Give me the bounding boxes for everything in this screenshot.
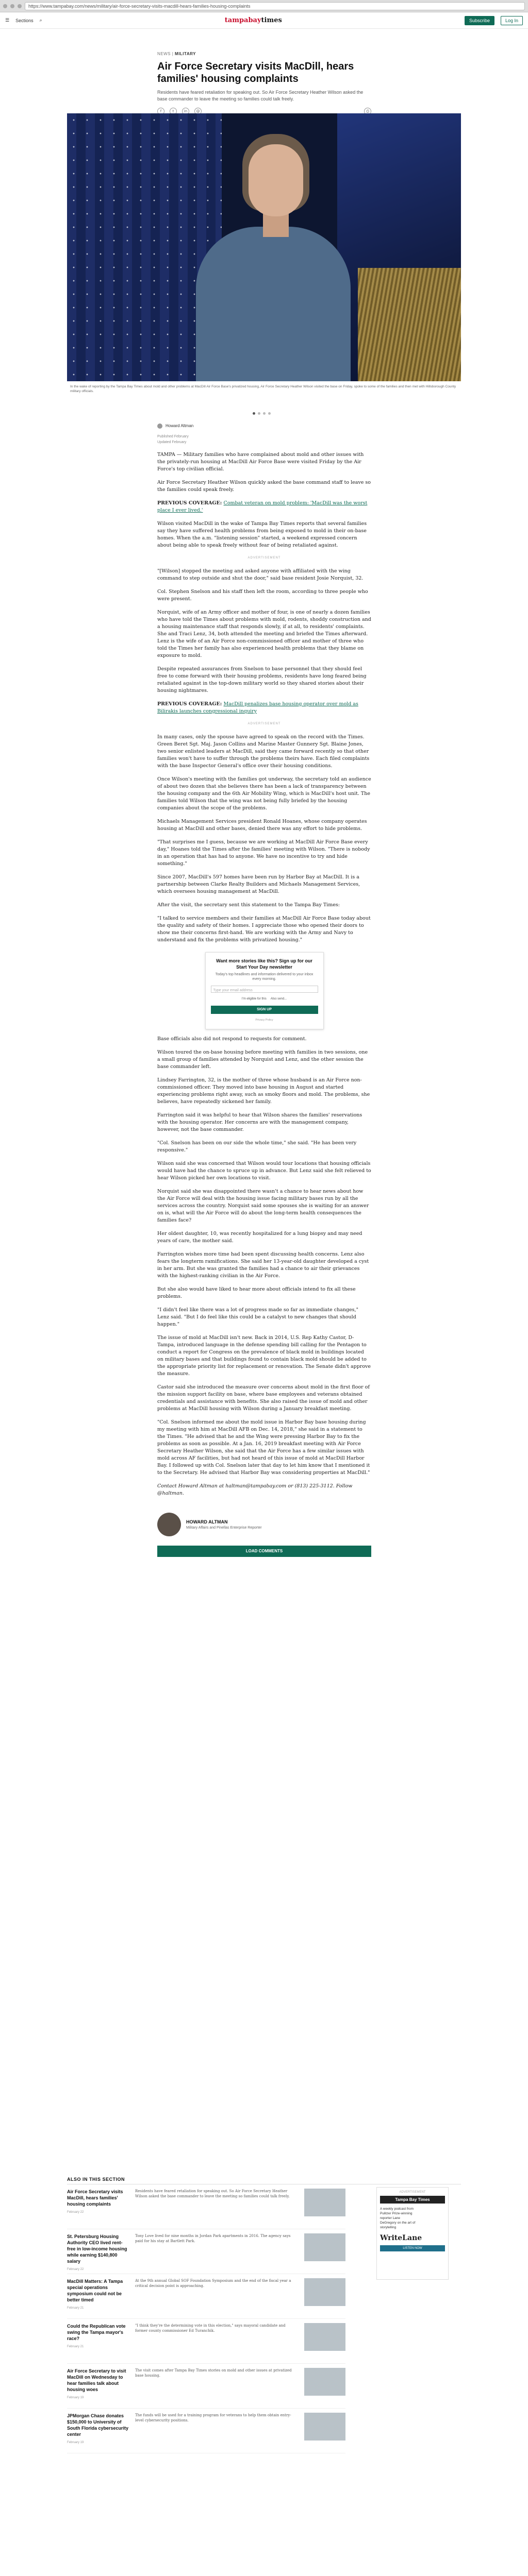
privacy-link[interactable]: Privacy Policy	[255, 1019, 273, 1022]
paragraph: Her oldest daughter, 10, was recently hospitalized for a lung biopsy and may need years of care, the mother said.	[157, 1231, 362, 1244]
updated-time: Updated February	[157, 440, 187, 444]
related-date: February 22	[67, 2211, 84, 2214]
paragraph: "That surprises me I guess, because we are working at MacDill Air Force Base every day," Hoanes told the Times after the families' meeting with Wilson. "There is nobody in an operation that has had to anyone. We have no incentive to try and hide something."	[157, 839, 370, 867]
related-item[interactable]	[67, 2319, 345, 2364]
related-thumbnail[interactable]	[304, 2278, 345, 2306]
newsletter-checkbox[interactable]: Also send...	[270, 997, 287, 1001]
ad-title: WriteLane	[380, 2234, 422, 2242]
timestamps	[157, 434, 371, 445]
flag-image-right	[337, 113, 461, 381]
ad-slug: ADVERTISEMENT	[248, 556, 281, 560]
author-box	[157, 1513, 371, 1536]
paragraph: Air Force Secretary Heather Wilson quickly asked the base command staff to leave so the families could speak freely.	[157, 480, 371, 493]
ad-label: ADVERTISEMENT	[399, 2191, 426, 2194]
photo-subject	[196, 124, 351, 381]
related-title[interactable]: JPMorgan Chase donates $150,000 to University of South Florida cybersecurity center	[67, 2413, 129, 2437]
published-time: Published February	[157, 435, 189, 438]
nav-sections[interactable]: Sections	[15, 18, 34, 23]
gallery-dot[interactable]	[263, 412, 266, 415]
paragraph: Despite repeated assurances from Snelson to base personnel that they should feel free to come forward with their housing problems, residents have long feared being retaliated against in the top-down military world so they shared stories about their housing nightmares.	[157, 666, 367, 693]
related-summary: "I think they're the determining vote in this election," says mayoral candidate and former county commissioner Ed Turanchik.	[135, 2324, 286, 2333]
site-logo[interactable]: tampabaytimes	[224, 16, 282, 24]
email-icon[interactable]: @	[194, 108, 202, 115]
author-role: Military Affairs and Pinellas Enterprise Reporter	[186, 1526, 262, 1530]
print-icon[interactable]: ⎙	[364, 108, 371, 115]
ad-listen-button[interactable]: LISTEN NOW	[380, 2245, 445, 2251]
article-header	[157, 52, 371, 115]
breadcrumb: NEWS | MILITARY	[157, 52, 196, 56]
related-date: February 22	[67, 2268, 84, 2271]
paragraph: Once Wilson's meeting with the families got underway, the secretary told an audience of about two dozen that she believes there has been a lack of transparency between the housing company and the 6th Air Mobility Wing, which is MacDill's host unit. The families told Wilson that the wing was not being fully briefed by the housing companies about the scope of the problems.	[157, 776, 371, 811]
paragraph: "[Wilson] stopped the meeting and asked anyone with affiliated with the wing command to step outside and shut the door," said base resident Josie Norquist, 32.	[157, 568, 364, 581]
load-comments-button[interactable]: LOAD COMMENTS	[157, 1546, 371, 1557]
author-avatar	[157, 423, 162, 429]
paragraph: The issue of mold at MacDill isn't new. Back in 2014, U.S. Rep Kathy Castor, D-Tampa, introduced language in the defense spending bill calling for the Pentagon to conduct a report for Congress on the prevalence of black mold in buildings located on military bases and that buildings found to contain black mold should be added to the appropriate priority list for replacement or renovation. The Senate didn't approve the measure.	[157, 1335, 371, 1377]
related-thumbnail[interactable]	[304, 2233, 345, 2261]
newsletter-options	[211, 995, 318, 1003]
lead-photo[interactable]	[67, 113, 461, 381]
related-thumbnail[interactable]	[304, 2323, 345, 2351]
breadcrumb-news[interactable]: NEWS	[157, 52, 171, 56]
paragraph: "I talked to service members and their families at MacDill Air Force Base today about the quality and safety of their homes. I appreciate those who opened their doors to show me their concerns first-hand. We are working with the Army and Navy to understand and fix the problems with privatized housing."	[157, 916, 371, 943]
related-item[interactable]	[67, 2274, 345, 2319]
breadcrumb-military[interactable]: MILITARY	[175, 52, 196, 56]
sidebar-ad[interactable]	[376, 2187, 449, 2280]
gallery-dot[interactable]	[258, 412, 260, 415]
menu-icon[interactable]: ☰	[5, 18, 10, 23]
related-title[interactable]: Could the Republican vote swing the Tampa mayor's race?	[67, 2324, 126, 2341]
previous-coverage-link[interactable]: Combat veteran on mold problem: 'MacDill was the worst place I ever lived.'	[157, 500, 368, 513]
related-item[interactable]	[67, 2184, 345, 2229]
newsletter-email-input[interactable]: Type your email address	[211, 986, 318, 993]
related-date: February 21	[67, 2345, 84, 2348]
paragraph: Lindsey Farrington, 32, is the mother of three whose husband is an Air Force non-commissioned officer. They moved into base housing in August and started experiencing problems right away, such as smoky floors and mold. The problems, she believes, have repeatedly sickened her family.	[157, 1077, 370, 1105]
related-thumbnail[interactable]	[304, 2368, 345, 2396]
site-header	[0, 12, 528, 29]
paragraph: TAMPA — Military families who have complained about mold and other issues with the privately-run housing at MacDill Air Force Base were visited Friday by the Air Force's top civilian official.	[157, 452, 364, 472]
subscribe-button[interactable]: Subscribe	[465, 16, 494, 25]
paragraph: Michaels Management Services president Ronald Hoanes, whose company operates housing at MacDill and other bases, denied there was any effort to hide problems.	[157, 819, 367, 832]
browser-toolbar	[0, 0, 528, 12]
paragraph: Wilson toured the on-base housing before meeting with families in two sessions, one a small group of families attended by Norquist and Lenz, and the other session the base commander left.	[157, 1049, 368, 1070]
search-icon[interactable]: ⌕	[39, 18, 42, 23]
paragraph: Castor said she introduced the measure over concerns about mold in the first floor of the mission support facility on base, where base employees and veterans obtained credentials and assistance with benefits. She also raised the issue of mold and other problems at MacDill housing with Wilson during a January breakfast meeting.	[157, 1384, 370, 1412]
article-dek: Residents have feared retaliation for speaking out. So Air Force Secretary Heather Wilson asked the base commander to leave the meeting so families could talk freely.	[157, 90, 364, 101]
related-title[interactable]: Air Force Secretary to visit MacDill on Wednesday to hear families talk about housing woes	[67, 2368, 126, 2392]
related-item[interactable]	[67, 2364, 345, 2409]
paragraph: Since 2007, MacDill's 597 homes have been run by Harbor Bay at MacDill. It is a partnership between Clarke Realty Builders and Michaels Management Services, which oversees housing management at MacDill.	[157, 874, 360, 894]
related-heading: ALSO IN THIS SECTION	[67, 2177, 461, 2184]
byline-name[interactable]: Howard Altman	[166, 423, 194, 428]
related-date: February 19	[67, 2396, 84, 2399]
newsletter-desc: Today's top headlines and information delivered to your inbox every morning.	[215, 973, 314, 981]
paragraph: In many cases, only the spouse have agreed to speak on the record with the Times. Green Beret Sgt. Maj. Jason Collins and Marine Master Gunnery Sgt. Blaine Jones, two senior enlisted leaders at MacDill, said they came forward recently so that other families won't have to suffer through the problems theirs have. Each filed complaints with the base Inspector General's office over their housing conditions.	[157, 734, 370, 769]
previous-coverage-link[interactable]: MacDill penalizes base housing operator over mold as Bilirakis launches congressional inquiry	[157, 701, 358, 714]
byline	[157, 422, 371, 430]
article-body	[157, 422, 371, 1557]
contact-line: Contact Howard Altman at haltman@tampabay.com or (813) 225-3112. Follow @haltman.	[157, 1483, 353, 1496]
paragraph: Wilson visited MacDill in the wake of Tampa Bay Times reports that several families say they have suffered health problems from being exposed to mold in their on-base homes. When the a.m. "listening session" started, a weekend expressed concern about being able to speak freely without fear of being retaliated against.	[157, 521, 367, 548]
related-thumbnail[interactable]	[304, 2413, 345, 2441]
author-photo	[157, 1513, 181, 1536]
related-summary: Residents have feared retaliation for speaking out. So Air Force Secretary Heather Wilson asked the base commander to leave the meeting so families could talk freely.	[135, 2189, 290, 2198]
linkedin-icon[interactable]: in	[182, 108, 189, 115]
paragraph: Farrington wishes more time had been spent discussing health concerns. Lenz also fears the longterm ramifications. She said her 13-year-old daughter developed a cyst in her arm. But she was granted the families had a chance to air their grievances with the highest-ranking civilian in the Air Force.	[157, 1251, 369, 1279]
paragraph: Col. Stephen Snelson and his staff then left the room, according to three people who were present.	[157, 589, 368, 602]
related-item[interactable]	[67, 2229, 345, 2274]
related-summary: At the 9th annual Global SOF Foundation Symposium and the end of the fiscal year a critical decision point is approaching.	[135, 2279, 291, 2288]
gallery-dot[interactable]	[253, 412, 255, 415]
related-title[interactable]: MacDill Matters: A Tampa special operations symposium could not be better timed	[67, 2279, 123, 2302]
twitter-icon[interactable]: t	[170, 108, 177, 115]
paragraph: "Col. Snelson has been on our side the whole time," she said. "He has been very responsive."	[157, 1140, 357, 1153]
paragraph: After the visit, the secretary sent this statement to the Tampa Bay Times:	[157, 902, 340, 908]
newsletter-title: Want more stories like this? Sign up for our Start Your Day newsletter	[216, 958, 312, 970]
paragraph: But she also would have liked to hear more about officials intend to fix all these problems.	[157, 1286, 356, 1299]
gallery-dot[interactable]	[268, 412, 271, 415]
article-headline: Air Force Secretary visits MacDill, hears families' housing complaints	[157, 61, 354, 84]
paragraph: "Col. Snelson informed me about the mold issue in Harbor Bay base housing during my meeting with him at MacDill AFB on Dec. 14, 2018," she said in a statement to the Times. "He advised that he and the Wing were pressing Harbor Bay to fix the problems as soon as possible. At a Jan. 16, 2019 breakfast meeting with Air Force Secretary Heather Wilson, she said that the Air Force has a few similar issues with mold across AF facilities, but had not heard of this issue of mold at MacDill Harbor Bay. I followed up with Col. Snelson later that day to let him know that I mentioned it to the Secretary. He advised that Harbor Bay was considering properties at MacDill."	[157, 1419, 370, 1476]
forward-icon[interactable]	[10, 4, 14, 8]
gallery-dots	[253, 412, 271, 415]
paragraph: Base officials also did not respond to requests for comment.	[157, 1036, 307, 1042]
related-summary: The visit comes after Tampa Bay Times stories on mold and other issues at privatized base housing.	[135, 2368, 292, 2378]
paragraph: Norquist, wife of an Army officer and mother of four, is one of nearly a dozen families who have told the Times about problems with mold, rodents, shoddy construction and a housing maintenance staff that responds slowly, if at all, to residents' complaints. She and Traci Lenz, 34, both attended the meeting and briefed the Times afterward. Lenz is the wife of an Air Force non-commissioned officer and mother of three who told the Times her family has also experienced health problems that they blame on exposure to mold.	[157, 609, 371, 658]
author-name[interactable]: HOWARD ALTMAN	[186, 1519, 228, 1524]
related-title[interactable]: Air Force Secretary visits MacDill, hears families' housing complaints	[67, 2189, 123, 2207]
related-date: February 19	[67, 2441, 84, 2444]
photo-caption: In the wake of reporting by the Tampa Bay Times about mold and other problems at MacDill Air Force Base's privatized housing, Air Force Secretary Heather Wilson visited the base on Friday, spoke to some of the families and then met with Hillsborough County military officials.	[70, 385, 456, 393]
newsletter-signup-button[interactable]: SIGN UP	[211, 1006, 318, 1014]
reload-icon[interactable]	[18, 4, 22, 8]
newsletter-signup	[205, 952, 324, 1029]
paragraph: Wilson said she was concerned that Wilson would tour locations that housing officials would have had the chance to spruce up in advance. But Lenz said she felt relieved to hear Wilson picked her own locations to visit.	[157, 1161, 371, 1181]
newsletter-checkbox[interactable]: I'm eligible for this	[241, 997, 267, 1001]
ad-text: A weekly podcast from Pulitzer Prize-winning reporter Lane DeGregory on the art of storytelling	[380, 2207, 416, 2229]
related-title[interactable]: St. Petersburg Housing Authority CEO lived rent-free in low-income housing while earning $140,800 salary	[67, 2234, 127, 2264]
related-item[interactable]	[67, 2409, 345, 2453]
paragraph: Farrington said it was helpful to hear that Wilson shares the families' reservations with the housing operator. Her concerns are with the management company, however, not the base commander.	[157, 1112, 362, 1132]
related-summary: The funds will be used for a training program for veterans to help them obtain entry-level cybersecurity positions.	[135, 2413, 291, 2422]
address-bar[interactable]: https://www.tampabay.com/news/military/air-force-secretary-visits-macdill-hears-families-housing-complaints	[25, 2, 525, 10]
paragraph: "I didn't feel like there was a lot of progress made so far as immediate changes," Lenz said. "But I do feel like this could be a catalyst to new changes that should happen."	[157, 1307, 358, 1327]
related-date: February 21	[67, 2307, 84, 2310]
previous-coverage: PREVIOUS COVERAGE: MacDill penalizes base housing operator over mold as Bilirakis launches congressional inquiry	[157, 701, 358, 714]
ad-slug: ADVERTISEMENT	[248, 722, 281, 725]
paragraph: Norquist said she was disappointed there wasn't a chance to hear news about how the Air Force will deal with the housing issue facing military bases run by all the services across the country. Norquist said some spouses she is waiting for an answer on is, what will the Air Force will do about the long-term health consequences the families face?	[157, 1189, 369, 1223]
back-icon[interactable]	[3, 4, 7, 8]
login-button[interactable]: Log In	[501, 16, 523, 25]
facebook-icon[interactable]: f	[157, 108, 164, 115]
related-thumbnail[interactable]	[304, 2189, 345, 2216]
related-section	[67, 2177, 461, 2453]
related-summary: Tony Love lived for nine months in Jordan Park apartments in 2016. The agency says paid for his stay at Bartlett Park.	[135, 2234, 291, 2243]
ad-heading: Tampa Bay Times	[380, 2196, 445, 2204]
previous-coverage: PREVIOUS COVERAGE: Combat veteran on mold problem: 'MacDill was the worst place I ever lived.'	[157, 500, 368, 513]
